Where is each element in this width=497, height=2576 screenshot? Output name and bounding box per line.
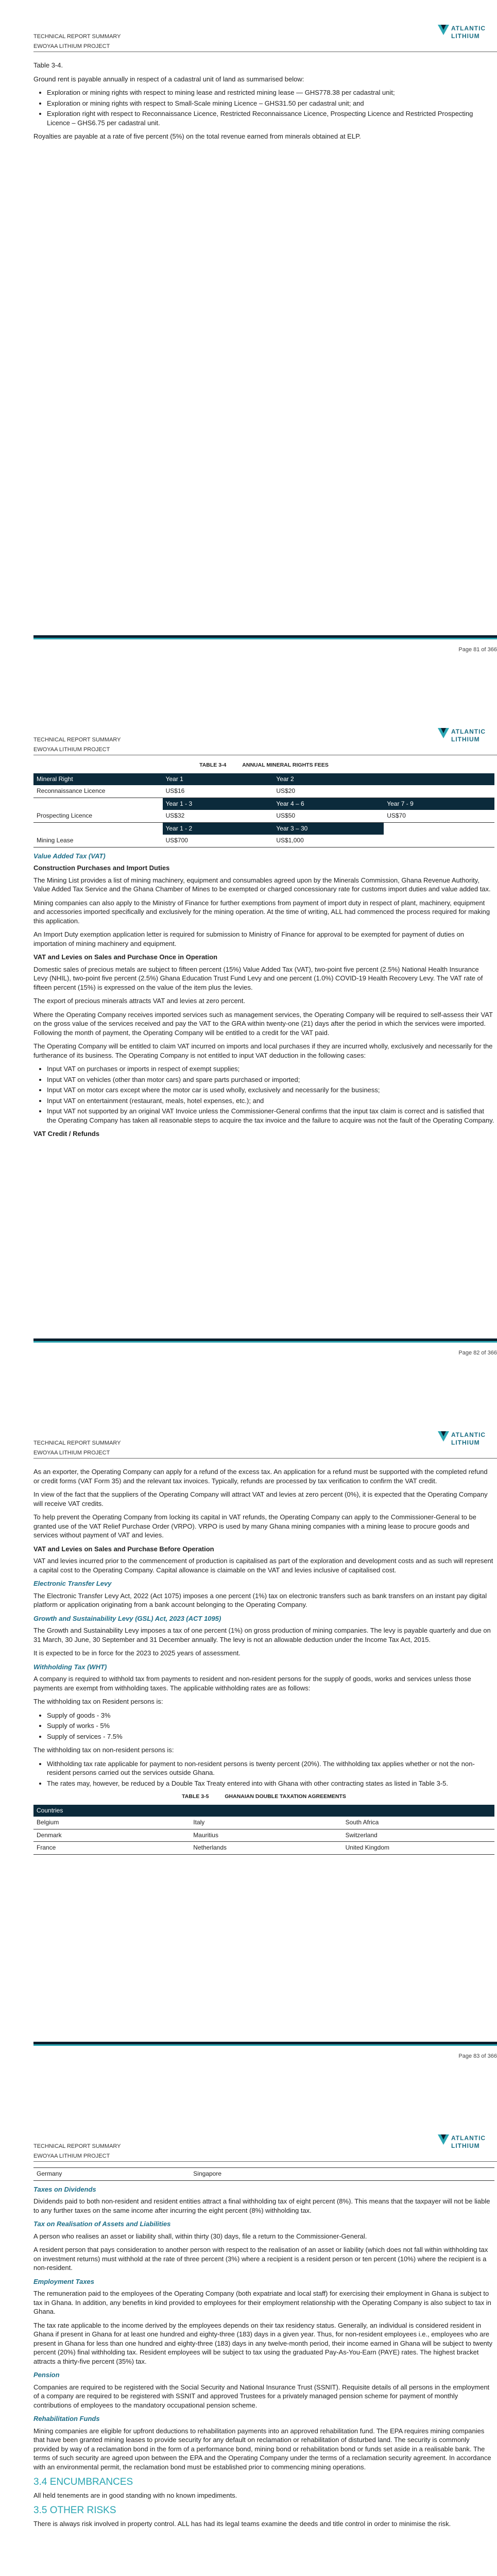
- list-item: • Withholding tax rate applicable for payment to non-resident persons is twenty percent (20%). The withholding tax applies whether or not the non-resident persons carried out the services outside Ghana.: [47, 1759, 494, 1777]
- logo-text-2: LITHIUM: [451, 736, 480, 743]
- list-item: • Input VAT on purchases or imports in respect of exempt supplies;: [47, 1064, 494, 1074]
- page-number: Page 83 of 366: [458, 2053, 497, 2059]
- table-caption: [33, 761, 494, 770]
- paragraph: The withholding tax on non-resident persons is:: [33, 1746, 174, 1754]
- paragraph: Mining companies are eligible for upfront deductions to rehabilitation payments into an approved rehabilitation fund. The EPA requires mining companies that have been granted mining leases to provide security for any default on reclamation or rehabilitation of disturbed land. The security is commonly provided by way of a reclamation bond in the form of a performance bond, mining bond or rehabilitation bond or funds set aside in a realisable bank. The terms of such security are agreed upon between the EPA and the Operating Company under the terms of a reclamation security agreement. In accordance with an environmental permit, the reclamation bond must be established prior to commencing mining operations.: [33, 2427, 491, 2471]
- paragraph: Where the Operating Company receives imported services such as management services, the Operating Company will be required to self-assess their VAT on the gross value of the services received and pay the VAT to the GRA within twenty-one (21) days after the period in which the services were imported. Following the month of payment, the Operating Company will be entitled to a credit for the VAT paid.: [33, 1010, 493, 1037]
- section-heading: Withholding Tax (WHT): [33, 1663, 107, 1671]
- table-cell: US$700: [163, 835, 273, 847]
- table-label: Table 3-4.: [33, 61, 63, 69]
- logo-mark-icon: [437, 2132, 450, 2146]
- page-82: [0, 703, 497, 1406]
- table-cell: US$16: [163, 785, 273, 798]
- table-cell: Year 1: [165, 775, 183, 783]
- section-heading: Rehabilitation Funds: [33, 2415, 100, 2422]
- logo-text-1: ATLANTIC: [451, 25, 486, 32]
- table-cell: Mining Lease: [33, 835, 163, 847]
- list-item: • Exploration or mining rights with respect to Small-Scale mining Licence – GHS31.50 per cadastral unit; and: [47, 99, 494, 108]
- table-cell: US$70: [384, 810, 494, 822]
- table-cell: [33, 798, 163, 810]
- paragraph: Royalties are payable at a rate of five percent (5%) on the total revenue earned from minerals obtained at ELP.: [33, 132, 361, 140]
- table-cell: Germany: [33, 2168, 190, 2181]
- table-row: [33, 1829, 494, 1842]
- table-cell: Netherlands: [190, 1842, 342, 1855]
- page-81: [0, 0, 497, 703]
- paragraph: To help prevent the Operating Company from locking its capital in VAT refunds, the Operating Company can apply to the Commissioner-General to be granted use of the VAT Relief Purchase Order (VRPO). VRPO is used by many Ghana mining companies with a mining lease to procure goods and services without payment of VAT and levies.: [33, 1513, 476, 1539]
- logo-text-1: ATLANTIC: [451, 2134, 486, 2142]
- paragraph: The tax rate applicable to the income derived by the employees depends on their tax residency status. Generally, an individual is considered resident in Ghana if present in Ghana for at least one hundred and eighty-three (183) days in a given year. Thus, for non-resident employees i.e., employees who are present in Ghana for less than one hundred and eighty-three (183) days in any twelve-month period, their income earned in Ghana will be subject to twenty percent (20%) final withholding tax. Resident employees will be subject to tax using the graduated Pay-As-You-Earn (PAYE) rates. The highest bracket attracts a thirty-five percent (35%) tax.: [33, 2321, 493, 2365]
- subsection-heading: VAT Credit / Refunds: [33, 1130, 100, 1138]
- table-cell: Switzerland: [342, 1829, 494, 1842]
- table-cell: [384, 773, 494, 786]
- page-83: [0, 1406, 497, 2110]
- header-project: EWOYAA LITHIUM PROJECT: [33, 2153, 110, 2159]
- resident-wht-list: [33, 1711, 494, 1741]
- section-title-other-risks: 3.5 OTHER RISKS: [33, 2505, 116, 2516]
- double-taxation-table: [33, 1805, 494, 1855]
- report-header: [33, 2142, 121, 2161]
- table-number: TABLE 3-5: [182, 1793, 209, 1800]
- list-item: • Exploration right with respect to Reconnaissance Licence, Restricted Reconnaissance Licence, Prospecting Licence and Restricted Prospecting Licence – GHS6.75 per cadastral unit.: [47, 109, 494, 127]
- header-divider: [33, 1458, 497, 1459]
- table-header-row: [33, 1805, 494, 1817]
- section-heading: Pension: [33, 2371, 60, 2379]
- logo-text-2: LITHIUM: [451, 2142, 480, 2149]
- page-84-body: [33, 2167, 494, 2533]
- table-cell: Year 1 - 2: [163, 822, 273, 835]
- table-row: [33, 810, 494, 822]
- logo-text-2: LITHIUM: [451, 1439, 480, 1446]
- paragraph: A company is required to withhold tax from payments to resident and non-resident persons for the supply of goods, works and services unless those payments are exempt from withholding taxes. The applicable withholding rates are as follows:: [33, 1675, 471, 1692]
- table-cell: South Africa: [342, 1817, 494, 1829]
- paragraph: It is expected to be in force for the 2023 to 2025 years of assessment.: [33, 1649, 241, 1657]
- table-cell: Mauritius: [190, 1829, 342, 1842]
- paragraph: The Growth and Sustainability Levy imposes a tax of one percent (1%) on gross production of mining companies. The levy is payable quarterly and due on 31 March, 30 June, 30 September and 31 December annually. The levy is not an allowable deduction under the Income Tax Act, 2015.: [33, 1626, 491, 1643]
- table-title: GHANAIAN DOUBLE TAXATION AGREEMENTS: [225, 1793, 346, 1800]
- header-title: TECHNICAL REPORT SUMMARY: [33, 2143, 121, 2149]
- list-item: • Input VAT on entertainment (restaurant, meals, hotel expenses, etc.); and: [47, 1096, 494, 1106]
- paragraph: The remuneration paid to the employees of the Operating Company (both expatriate and local staff) for exercising their employment in Ghana is subject to tax in Ghana. In addition, any benefits in kind provided to employees for their employment relationship with the Operating Company is also subject to tax in Ghana.: [33, 2290, 491, 2315]
- report-header: [33, 32, 121, 52]
- logo-mark-icon: [437, 1429, 450, 1443]
- table-row: [33, 835, 494, 847]
- paragraph: The Mining List provides a list of mining machinery, equipment and consumables agreed upon by the Minerals Commission, Ghana Revenue Authority, Value Added Tax Service and the Ghana Chamber of Mines to be exempted or charged concessionary rate for customs import duties and value added tax.: [33, 876, 491, 893]
- subsection-heading: Construction Purchases and Import Duties: [33, 864, 170, 872]
- page-84: [0, 2110, 497, 2576]
- table-cell: United Kingdom: [342, 1842, 494, 1855]
- header-project: EWOYAA LITHIUM PROJECT: [33, 747, 110, 753]
- non-resident-wht-list: [33, 1759, 494, 1788]
- page-82-body: [33, 761, 494, 1142]
- report-header: [33, 735, 121, 755]
- page-83-body: [33, 1467, 494, 1855]
- ground-rent-list: [33, 88, 494, 127]
- header-title: TECHNICAL REPORT SUMMARY: [33, 33, 121, 40]
- logo-mark-icon: [437, 23, 450, 36]
- paragraph: The export of precious minerals attracts VAT and levies at zero percent.: [33, 997, 246, 1005]
- section-title-encumbrances: 3.4 ENCUMBRANCES: [33, 2477, 133, 2487]
- paragraph: As an exporter, the Operating Company can apply for a refund of the excess tax. An application for a refund must be supported with the completed refund or credit forms (VAT Form 35) and the relevant tax invoices. Typically, refunds are processed by tax verification to confirm the VAT credit.: [33, 1468, 488, 1485]
- list-item: • Input VAT on vehicles (other than motor cars) and spare parts purchased or imported;: [47, 1075, 494, 1084]
- company-logo: [437, 23, 488, 43]
- section-heading: Employment Taxes: [33, 2277, 95, 2285]
- logo-mark-icon: [437, 726, 450, 739]
- paragraph: The Electronic Transfer Levy Act, 2022 (Act 1075) imposes a one percent (1%) tax on electronic transfers such as bank transfers on an instant pay digital platform or application originating from a bank account belonging to the Operating Company.: [33, 1591, 487, 1608]
- table-cell: [33, 822, 163, 835]
- paragraph: VAT and levies incurred prior to the commencement of production is capitalised as part of the exploration and development costs and as such will represent a capital cost to the Operating Company. Capital allowance is claimable on the VAT and levies inclusive of capitalised cost.: [33, 1557, 493, 1574]
- table-title: ANNUAL MINERAL RIGHTS FEES: [242, 762, 329, 768]
- list-item: • Supply of services - 7.5%: [47, 1732, 494, 1741]
- table-cell: Mineral Right: [37, 775, 73, 783]
- table-cell: US$32: [163, 810, 273, 822]
- header-title: TECHNICAL REPORT SUMMARY: [33, 1440, 121, 1446]
- logo-text-1: ATLANTIC: [451, 728, 486, 735]
- paragraph: Mining companies can also apply to the Ministry of Finance for further exemptions from payment of import duty in respect of plant, machinery, equipment and accessories imported specifically and exclusively for the mining operation. At the time of writing, ALL had commenced the process required for making this application.: [33, 899, 490, 925]
- section-heading: Growth and Sustainability Levy (GSL) Act, 2023 (ACT 1095): [33, 1614, 221, 1622]
- header-project: EWOYAA LITHIUM PROJECT: [33, 1450, 110, 1456]
- page-number: Page 81 of 366: [458, 647, 497, 653]
- table-cell: [384, 822, 494, 835]
- paragraph: The withholding tax on Resident persons is:: [33, 1698, 163, 1705]
- table-cell: US$50: [273, 810, 384, 822]
- header-title: TECHNICAL REPORT SUMMARY: [33, 737, 121, 743]
- list-item: • Supply of works - 5%: [47, 1721, 494, 1731]
- section-heading: Tax on Realisation of Assets and Liabilities: [33, 2220, 171, 2228]
- company-logo: [437, 726, 488, 747]
- list-item: • Supply of goods - 3%: [47, 1711, 494, 1720]
- paragraph: All held tenements are in good standing with no known impediments.: [33, 2491, 237, 2499]
- table-cell: Year 4 – 6: [273, 798, 384, 810]
- input-vat-list: [33, 1064, 494, 1125]
- paragraph: A resident person that pays consideration to another person with respect to the realisation of an asset or liability (which does not fall within withholding tax on investment returns) must withhold at the rate of three percent (3%) where a recipient is a resident person or ten percent (10%) where the recipient is a non-resident.: [33, 2246, 488, 2272]
- list-item: • The rates may, however, be reduced by a Double Tax Treaty entered into with Ghana with other contracting states as listed in Table 3-5.: [47, 1779, 494, 1788]
- paragraph: In view of the fact that the suppliers of the Operating Company will attract VAT and levies at zero percent (0%), it is expected that the Operating Company will receive VAT credits.: [33, 1490, 488, 1507]
- table-row: [33, 1842, 494, 1855]
- footer-accent: [33, 2044, 497, 2046]
- table-cell: Belgium: [33, 1817, 190, 1829]
- table-cell: Singapore: [190, 2168, 494, 2181]
- paragraph: There is always risk involved in property control. ALL has had its legal teams examine the deeds and title control in order to minimise the risk.: [33, 2519, 451, 2528]
- list-item: • Input VAT on motor cars except where the motor car is used wholly, exclusively and necessarily for the business;: [47, 1086, 494, 1095]
- subsection-heading: VAT and Levies on Sales and Purchase Before Operation: [33, 1545, 214, 1553]
- paragraph: A person who realises an asset or liability shall, within thirty (30) days, file a return to the Commissioner-General.: [33, 2232, 367, 2240]
- page-81-body: [33, 61, 494, 146]
- table-cell: Year 7 - 9: [384, 798, 494, 810]
- table-cell: Year 2: [276, 775, 294, 783]
- table-number: TABLE 3-4: [199, 762, 227, 768]
- footer-accent: [33, 1341, 497, 1343]
- paragraph: Companies are required to be registered with the Social Security and National Insurance Trust (SSNIT). Requisite details of all persons in the employment of a company are required to be registered with SSNIT and approved Trustees for a privately managed pension scheme for payment of monthly contributions of employees to the mandatory occupational pension scheme.: [33, 2383, 490, 2409]
- table-caption: [33, 1792, 494, 1802]
- double-taxation-table-continued: [33, 2167, 494, 2181]
- table-cell: [384, 835, 494, 847]
- paragraph: Domestic sales of precious metals are subject to fifteen percent (15%) Value Added Tax (VAT), two-point five percent (2.5%) National Health Insurance Levy (NHIL), two-point five percent (2.5%) Ghana Education Trust Fund Levy and one percent (1.0%) COVID-19 Health Recovery Levy. The VAT rate of fifteen percent (15%) is expressed on the value of the item plus the levies.: [33, 965, 483, 991]
- logo-text-2: LITHIUM: [451, 32, 480, 40]
- list-item: • Input VAT not supported by an original VAT Invoice unless the Commissioner-General confirms that the input tax claim is correct and is satisfied that the Operating Company has taken all reasonable steps to acquire the tax invoice and the failure to acquire was not the fault of the Operating Company.: [47, 1107, 494, 1125]
- table-row: [33, 822, 494, 835]
- company-logo: [437, 2132, 488, 2153]
- table-row: [33, 785, 494, 798]
- paragraph: Ground rent is payable annually in respect of a cadastral unit of land as summarised below:: [33, 75, 304, 83]
- table-header-row: [33, 773, 494, 786]
- table-cell: Year 3 – 30: [273, 822, 384, 835]
- table-cell: Countries: [37, 1806, 63, 1814]
- table-row: [33, 1817, 494, 1829]
- table-cell: [384, 785, 494, 798]
- table-row: [33, 798, 494, 810]
- header-project: EWOYAA LITHIUM PROJECT: [33, 43, 110, 49]
- table-cell: Year 1 - 3: [163, 798, 273, 810]
- paragraph: The Operating Company will be entitled to claim VAT incurred on imports and local purchases if they are incurred wholly, exclusively and necessarily for the furtherance of its business. The Operating Company is not entitled to input VAT deduction in the following cases:: [33, 1042, 493, 1059]
- logo-text-1: ATLANTIC: [451, 1431, 486, 1438]
- table-cell: Reconnaissance Licence: [33, 785, 163, 798]
- section-heading: Electronic Transfer Levy: [33, 1580, 112, 1587]
- table-row: [33, 2168, 494, 2181]
- paragraph: Dividends paid to both non-resident and resident entities attract a final withholding tax of eight percent (8%). This means that the taxpayer will not be liable to any further taxes on the same income after incurring the eight percent (8%) withholding tax.: [33, 2197, 490, 2214]
- mineral-rights-fees-table: [33, 773, 494, 848]
- table-cell: US$1,000: [273, 835, 384, 847]
- paragraph: An Import Duty exemption application letter is required for submission to Ministry of Finance for approval to be exempted for payment of duties on importation of mining machinery and equipment.: [33, 930, 465, 947]
- company-logo: [437, 1429, 488, 1450]
- footer-accent: [33, 638, 497, 639]
- section-heading: Taxes on Dividends: [33, 2185, 96, 2193]
- list-item: • Exploration or mining rights with respect to mining lease and restricted mining lease — GHS778.38 per cadastral unit;: [47, 88, 494, 97]
- table-cell: Italy: [190, 1817, 342, 1829]
- header-divider: [33, 2161, 497, 2162]
- table-cell: US$20: [273, 785, 384, 798]
- table-cell: Prospecting Licence: [33, 810, 163, 822]
- page-number: Page 82 of 366: [458, 1350, 497, 1356]
- table-cell: France: [33, 1842, 190, 1855]
- subsection-heading: VAT and Levies on Sales and Purchase Once in Operation: [33, 953, 218, 961]
- table-cell: Denmark: [33, 1829, 190, 1842]
- section-heading: Value Added Tax (VAT): [33, 852, 106, 860]
- report-header: [33, 1438, 121, 1458]
